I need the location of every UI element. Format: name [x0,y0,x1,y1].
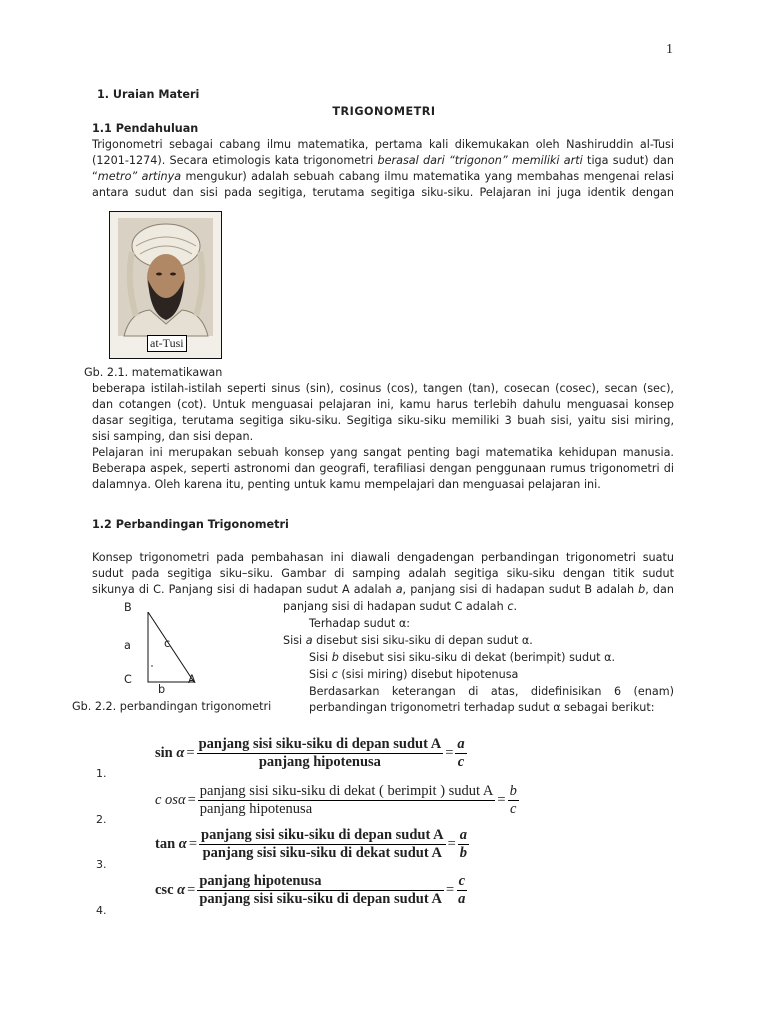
function-name: tan [155,836,176,852]
portrait-label: at-Tusi [147,335,187,352]
alpha-symbol: α [178,836,187,852]
vertex-label-C: C [124,673,132,686]
paragraph-line: beberapa istilah-istilah seperti sinus (sin), cosinus (cos), tangen (tan), cosecan (cosec), secan (sec), [92,382,674,395]
side-label-c: c [164,637,171,650]
right-col-line: Terhadap sudut α: [309,617,410,630]
vertex-label-B: B [124,601,132,614]
paragraph-line: Pelajaran ini merupakan sebuah konsep yang sangat penting bagi matematika kehidupan manusia. [92,446,674,459]
right-col-line: perbandingan trigonometri terhadap sudut α sebagai berikut: [309,701,655,714]
intro-line: “metro” artinya mengukur) adalah sebuah cabang ilmu matematika yang membahas mengenai relasi [92,170,674,183]
ratio-denominator: c [509,801,517,817]
fraction-denominator: panjang hipotenusa [258,754,381,770]
fraction-numerator: panjang sisi siku-siku di dekat ( berimpit ) sudut A [199,783,494,799]
ratio-denominator: b [459,845,468,861]
formula-tan: tan α = $\frac{\text{panjang sisi siku-siku di depan sudut A}}{\text{panjang sisi siku-siku di dekat sudut A}}$ = $\frac{a}{b}$ [155,827,468,861]
portrait-figure [109,211,222,359]
formula-number: 3. [96,858,107,871]
intro-line: Trigonometri sebagai cabang ilmu matematika, pertama kali dikemukakan oleh Nashiruddin al-Tusi [92,138,674,151]
paragraph-line: dasar segitiga, terutama segitiga siku-siku. Segitiga siku-siku memiliki 3 buah sisi, yaitu sisi miring, [92,414,674,427]
formula-number: 1. [96,767,107,780]
function-name: csc [155,882,174,898]
figure-caption-matematikawan: Gb. 2.1. matematikawan [84,366,223,379]
ratio-numerator: c [458,873,465,889]
document-title: TRIGONOMETRI [332,105,436,118]
paragraph-konsep [92,550,674,598]
paragraph-line: Konsep trigonometri pada pembahasan ini diawali dengadengan perbandingan trigonometri suatu [92,551,674,564]
function-name: c os [155,792,178,808]
fraction-denominator: panjang sisi siku-siku di depan sudut A [199,891,442,907]
formula-csc: csc α = $\frac{\text{panjang hipotenusa}}{\text{panjang sisi siku-siku di depan sudut A}}$ = $\frac{c}{a}$ [155,873,466,907]
right-col-line: Sisi b disebut sisi siku-siku di dekat (berimpit) sudut α. [309,651,616,664]
formula-sin: sin α = $\frac{\text{panjang sisi siku-siku di depan sudut A}}{\text{panjang hipotenusa}}$ = $\frac{a}{c}$ [155,736,465,770]
fraction-numerator: panjang hipotenusa [197,873,444,891]
paragraph-line: dan cotangen (cot). Untuk menguasai pelajaran ini, kamu harus terlebih dahulu menguasai konsep [92,398,674,411]
formula-number: 4. [96,904,107,917]
ratio-numerator: b [509,783,517,799]
side-label-a: a [124,639,131,652]
alpha-symbol: α [177,882,186,898]
right-triangle-diagram [118,598,208,698]
paragraph-istilah [92,381,674,493]
subsection-heading-perbandingan: 1.2 Perbandingan Trigonometri [92,518,289,531]
intro-paragraph [92,137,674,201]
subsection-heading-pendahuluan: 1.1 Pendahuluan [92,122,199,135]
paragraph-line: sisi samping, dan sisi depan. [92,430,254,443]
right-col-line: Berdasarkan keterangan di atas, didefinisikan 6 (enam) [309,685,674,698]
right-col-line: Sisi a disebut sisi siku-siku di depan sudut α. [283,634,533,647]
section-heading: 1. Uraian Materi [97,88,200,101]
paragraph-line: sudut pada segitiga siku–siku. Gambar di samping adalah segitiga siku-siku dengan titik sudut [92,567,674,580]
paragraph-line: Beberapa aspek, seperti astronomi dan geografi, terafiliasi dengan penggunaan rumus trigonometri di [92,462,674,475]
side-label-b: b [158,683,166,696]
ratio-denominator: a [458,891,466,907]
right-col-paragraph [309,684,674,716]
page-number: 1 [666,42,673,57]
intro-line: antara sudut dan sisi pada segitiga, terutama segitiga siku-siku. Pelajaran ini juga identik dengan [92,186,674,199]
fraction-numerator: panjang sisi siku-siku di depan sudut A [201,827,444,843]
paragraph-line: sikunya di C. Panjang sisi di hadapan sudut A adalah a, panjang sisi di hadapan sudut B adalah b, dan [92,583,674,596]
ratio-numerator: a [459,827,468,843]
ratio-denominator: c [457,754,465,770]
alpha-symbol: α [176,745,185,761]
intro-line: (1201-1274). Secara etimologis kata trigonometri berasal dari “trigonon” memiliki arti tiga sudut) dan [92,154,674,167]
fraction-denominator: panjang sisi siku-siku di dekat sudut A [202,845,442,861]
formula-number: 2. [96,813,107,826]
right-col-line: Sisi c (sisi miring) disebut hipotenusa [309,668,519,681]
vertex-label-A: A [188,673,196,686]
ratio-numerator: a [457,736,465,752]
formula-cos: c os α = $\frac{\text{panjang sisi siku-siku di dekat ( berimpit ) sudut A}}{\text{panjang hipotenusa}}$ = $\frac{b}{c}$ [155,783,517,817]
fraction-denominator: panjang hipotenusa [199,801,313,817]
figure-caption-perbandingan: Gb. 2.2. perbandingan trigonometri [72,700,272,713]
alpha-symbol: α [177,792,186,808]
paragraph-line: dalamnya. Oleh karena itu, penting untuk kamu mempelajari dan menguasai pelajaran ini. [92,478,601,491]
fraction-numerator: panjang sisi siku-siku di depan sudut A [198,736,442,752]
function-name: sin [155,745,173,761]
right-col-line: panjang sisi di hadapan sudut C adalah c. [283,600,518,613]
